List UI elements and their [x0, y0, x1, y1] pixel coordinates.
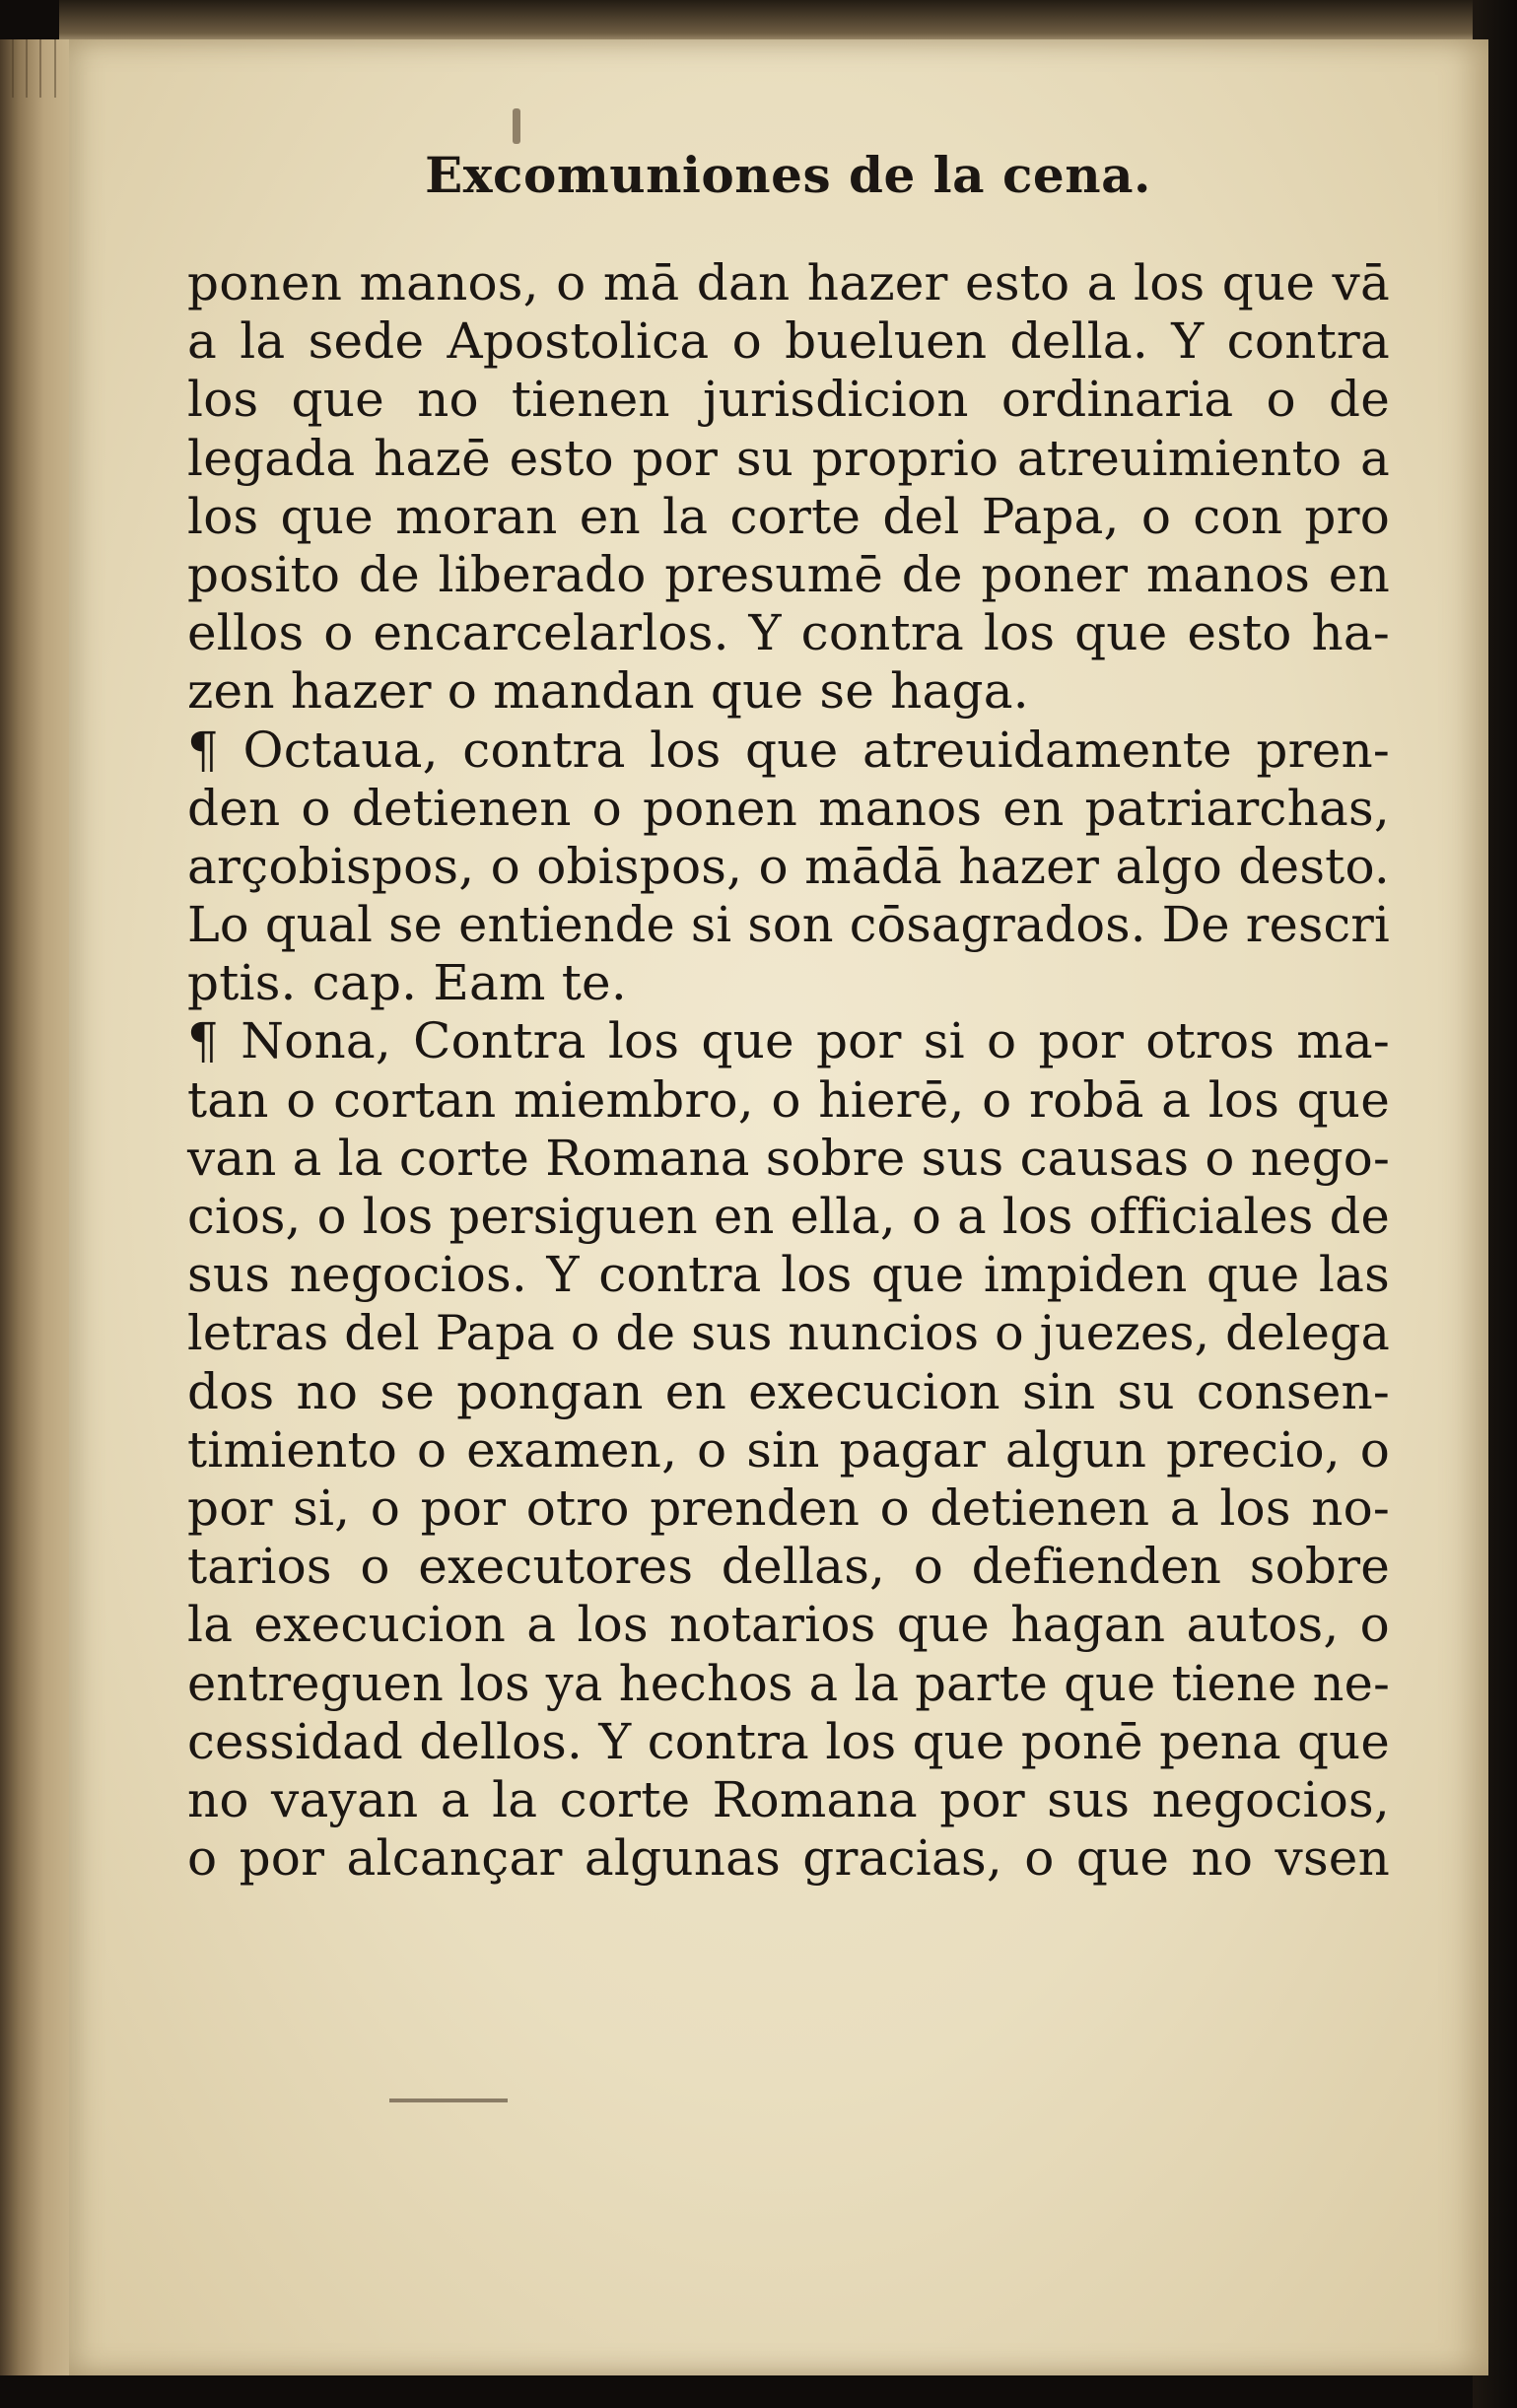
text-line: por si, o por otro prenden o detienen a los no- — [187, 1479, 1390, 1537]
text-line: den o detienen o ponen manos en patriarchas, — [187, 779, 1390, 837]
text-line: ¶ Nona, Contra los que por si o por otros ma- — [187, 1012, 1390, 1070]
body-text — [187, 254, 1390, 1888]
text-line: sus negocios. Y contra los que impiden que las — [187, 1246, 1390, 1304]
text-line: entreguen los ya hechos a la parte que tiene ne- — [187, 1654, 1390, 1712]
text-line: posito de liberado presumē de poner manos en — [187, 545, 1390, 603]
text-line: dos no se pongan en execucion sin su consen- — [187, 1362, 1390, 1420]
text-line: tarios o executores dellas, o defienden sobre — [187, 1538, 1390, 1596]
text-line: cessidad dellos. Y contra los que ponē pena que — [187, 1712, 1390, 1770]
text-line: arçobispos, o obispos, o mādā hazer algo desto. — [187, 837, 1390, 895]
text-line: Lo qual se entiende si son cōsagrados. De rescri — [187, 896, 1390, 954]
text-line: legada hazē esto por su proprio atreuimiento a — [187, 429, 1390, 487]
text-line: la execucion a los notarios que hagan autos, o — [187, 1596, 1390, 1654]
text-line: van a la corte Romana sobre sus causas o nego- — [187, 1129, 1390, 1187]
text-line: ellos o encarcelarlos. Y contra los que esto ha- — [187, 604, 1390, 662]
catchword-underline — [389, 2098, 508, 2102]
text-line: timiento o examen, o sin pagar algun precio, o — [187, 1420, 1390, 1479]
text-line: ponen manos, o mā dan hazer esto a los que vā — [187, 254, 1390, 311]
text-line: o por alcançar algunas gracias, o que no vsen — [187, 1829, 1390, 1888]
text-line: los que no tienen jurisdicion ordinaria o de — [187, 371, 1390, 429]
text-line: ptis. cap. Eam te. — [187, 954, 627, 1012]
text-line: a la sede Apostolica o bueluen della. Y contra — [187, 312, 1390, 371]
text-line: ¶ Octaua, contra los que atreuidamente pren- — [187, 721, 1390, 779]
text-line: letras del Papa o de sus nuncios o juezes, delega — [187, 1305, 1390, 1362]
text-line: zen hazer o mandan que se haga. — [187, 662, 1029, 721]
running-title: Excomuniones de la cena. — [425, 146, 1151, 204]
page-stack-edge — [0, 39, 79, 2375]
text-line: los que moran en la corte del Papa, o con pro — [187, 487, 1390, 545]
text-line: tan o cortan miembro, o hierē, o robā a los que — [187, 1070, 1390, 1129]
text-line: no vayan a la corte Romana por sus negocios, — [187, 1770, 1390, 1828]
ink-mark — [513, 108, 520, 144]
text-line: cios, o los persiguen en ella, o a los officiales de — [187, 1188, 1390, 1245]
